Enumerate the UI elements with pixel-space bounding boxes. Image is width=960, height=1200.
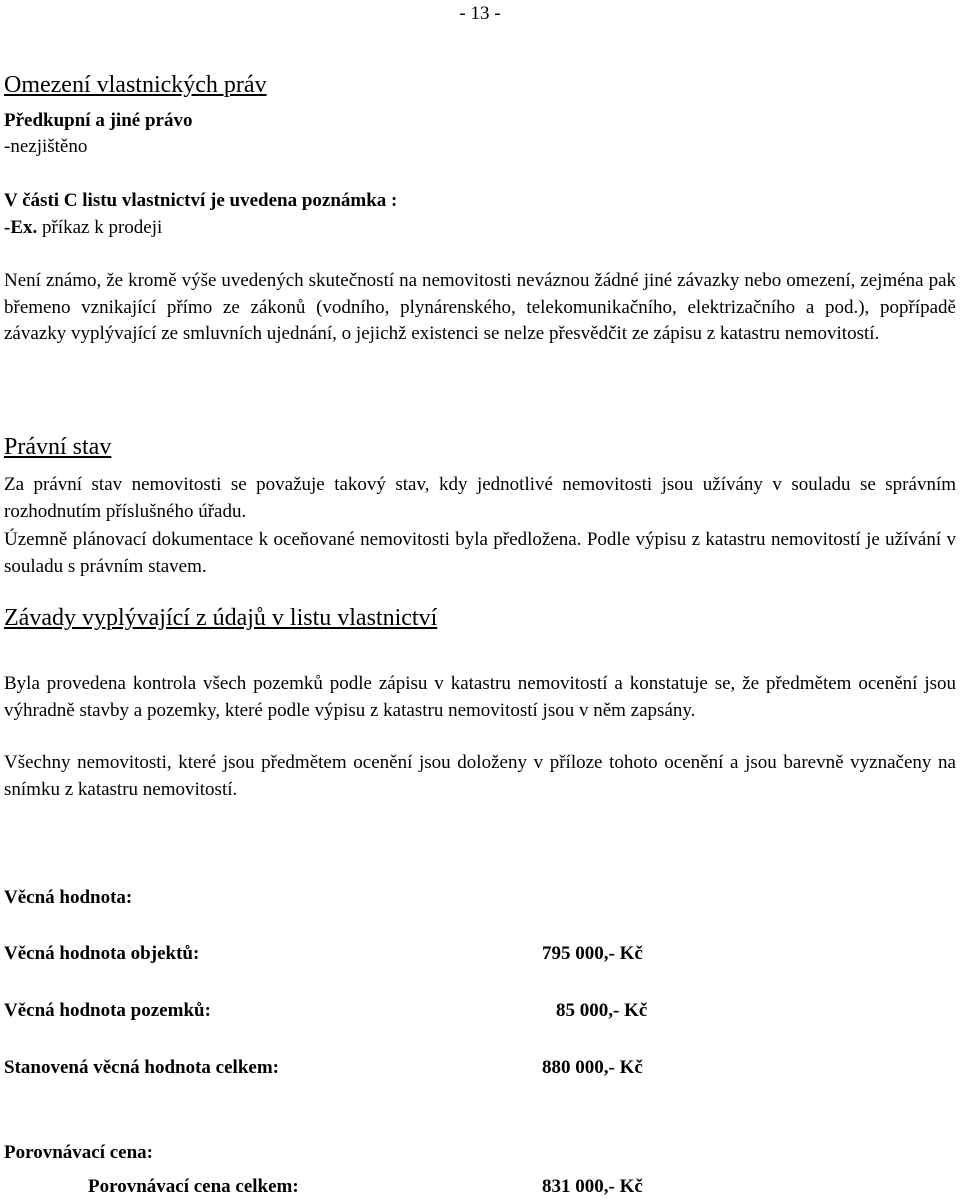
page-number: - 13 - <box>459 3 501 24</box>
section-heading-defects: Závady vyplývající z údajů v listu vlastnictví <box>4 605 438 631</box>
paragraph-legal-status-1: Za právní stav nemovitosti se považuje takový stav, kdy jednotlivé nemovitosti jsou užívány v souladu se správním rozhodnutím příslušného úřadu. <box>4 474 956 522</box>
subheading-preemption: Předkupní a jiné právo <box>4 110 193 131</box>
paragraph-encumbrances: Není známo, že kromě výše uvedených skutečností na nemovitosti neváznou žádné jiné závazky nebo omezení, zejména pak břemeno vznikající přímo ze zákonů (vodního, plynárenského, telekomunikačního, elektrizačního a pod.), popřípadě závazky vyplývající ze smluvních ujednání, o jejichž existenci se nelze přesvědčit ze zápisu z katastru nemovitostí. <box>4 270 956 344</box>
note-prefix: -Ex. <box>4 217 38 238</box>
paragraph-legal-status-2: Územně plánovací dokumentace k oceňované nemovitosti byla předložena. Podle výpisu z katastru nemovitostí je užívání v souladu s právním stavem. <box>4 529 956 577</box>
comparative-price-total-value: 831 000,- Kč <box>542 1176 643 1197</box>
section-heading-ownership-restrictions: Omezení vlastnických práv <box>4 72 267 98</box>
total-asset-value-label: Stanovená věcná hodnota celkem: <box>4 1057 279 1078</box>
objects-value-label: Věcná hodnota objektů: <box>4 943 200 964</box>
note-text: příkaz k prodeji <box>37 217 163 238</box>
comparative-price-heading: Porovnávací cena: <box>4 1142 153 1163</box>
paragraph-defects-1: Byla provedena kontrola všech pozemků podle zápisu v katastru nemovitostí a konstatuje se, že předmětem ocenění jsou výhradně stavby a pozemky, které podle výpisu z katastru nemovitostí jsou v něm zapsány. <box>4 673 956 721</box>
land-value-label: Věcná hodnota pozemků: <box>4 1000 211 1021</box>
paragraph-defects-2: Všechny nemovitosti, které jsou předmětem ocenění jsou doloženy v příloze tohoto ocenění a jsou barevně vyznačeny na snímku z katastru nemovitostí. <box>4 752 956 800</box>
asset-value-heading: Věcná hodnota: <box>4 887 133 908</box>
note-title: V části C listu vlastnictví je uvedena poznámka : <box>4 190 398 211</box>
preemption-value: -nezjištěno <box>4 136 88 157</box>
section-heading-legal-status: Právní stav <box>4 434 112 460</box>
comparative-price-total-label: Porovnávací cena celkem: <box>88 1176 299 1197</box>
objects-value: 795 000,- Kč <box>542 943 643 964</box>
note-line <box>4 215 162 241</box>
total-asset-value: 880 000,- Kč <box>542 1057 643 1078</box>
land-value: 85 000,- Kč <box>556 1000 648 1021</box>
